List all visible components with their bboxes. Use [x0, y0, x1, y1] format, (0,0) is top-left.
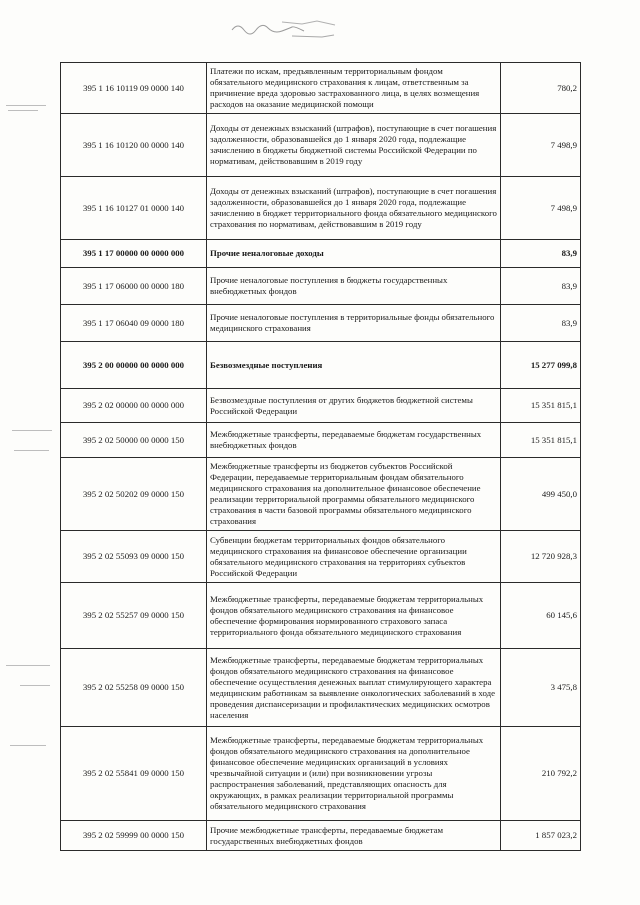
scan-mark	[10, 745, 46, 746]
table-row	[61, 305, 581, 342]
row-code: 395 1 16 10119 09 0000 140	[61, 63, 207, 114]
scan-mark	[8, 110, 38, 111]
scan-mark	[6, 105, 46, 106]
scan-mark	[14, 450, 49, 451]
table-row	[61, 531, 581, 583]
row-code: 395 2 02 00000 00 0000 000	[61, 389, 207, 423]
row-code: 395 2 02 55258 09 0000 150	[61, 649, 207, 727]
row-name: Доходы от денежных взысканий (штрафов), поступающие в счет погашения задолженности, образовавшейся до 1 января 2020 года, подлежащие зачислению в бюджеты бюджетной системы Российской Федерации по нормативам, действовавшим в 2019 году	[207, 114, 501, 177]
row-name: Безвозмездные поступления от других бюджетов бюджетной системы Российской Федерации	[207, 389, 501, 423]
row-amount: 499 450,0	[501, 458, 581, 531]
row-code: 395 2 02 55093 09 0000 150	[61, 531, 207, 583]
table-row	[61, 821, 581, 851]
row-amount: 780,2	[501, 63, 581, 114]
table-row	[61, 342, 581, 389]
scan-mark	[12, 430, 52, 431]
row-code: 395 2 00 00000 00 0000 000	[61, 342, 207, 389]
row-amount: 15 351 815,1	[501, 389, 581, 423]
row-name: Безвозмездные поступления	[207, 342, 501, 389]
row-code: 395 1 17 06000 00 0000 180	[61, 268, 207, 305]
row-name: Межбюджетные трансферты, передаваемые бюджетам территориальных фондов обязательного медицинского страхования на финансовое обеспечение осуществления денежных выплат стимулирующего характера медицинским работникам за выявление онкологических заболеваний в ходе проведения диспансеризации и профилактических медицинских осмотров населения	[207, 649, 501, 727]
row-name: Прочие неналоговые поступления в территориальные фонды обязательного медицинского страхования	[207, 305, 501, 342]
table-row	[61, 727, 581, 821]
row-name: Межбюджетные трансферты, передаваемые бюджетам государственных внебюджетных фондов	[207, 423, 501, 458]
row-code: 395 2 02 50000 00 0000 150	[61, 423, 207, 458]
row-amount: 210 792,2	[501, 727, 581, 821]
row-amount: 83,9	[501, 268, 581, 305]
row-name: Доходы от денежных взысканий (штрафов), поступающие в счет погашения задолженности, образовавшейся до 1 января 2020 года, подлежащие зачислению в бюджет территориального фонда обязательного медицинского страхования по нормативам, действовавшим в 2019 году	[207, 177, 501, 240]
revenue-table	[60, 62, 581, 851]
table-row	[61, 423, 581, 458]
row-code: 395 2 02 55257 09 0000 150	[61, 583, 207, 649]
row-amount: 15 351 815,1	[501, 423, 581, 458]
table-row	[61, 177, 581, 240]
row-amount: 83,9	[501, 240, 581, 268]
row-name: Межбюджетные трансферты из бюджетов субъектов Российской Федерации, передаваемые территориальным фондам обязательного медицинского страхования на дополнительное финансовое обеспечение реализации территориальной программы обязательного медицинского страхования в части базовой программы обязательного медицинского страхования	[207, 458, 501, 531]
row-name: Прочие межбюджетные трансферты, передаваемые бюджетам государственных внебюджетных фондов	[207, 821, 501, 851]
table-row	[61, 240, 581, 268]
row-name: Платежи по искам, предъявленным территориальным фондом обязательного медицинского страхования к лицам, ответственным за причинение вреда здоровью застрахованного лица, в целях возмещения расходов на оказание медицинской помощи	[207, 63, 501, 114]
table-row	[61, 583, 581, 649]
row-name: Прочие неналоговые поступления в бюджеты государственных внебюджетных фондов	[207, 268, 501, 305]
row-code: 395 1 16 10120 00 0000 140	[61, 114, 207, 177]
revenue-table-body	[61, 63, 581, 851]
row-amount: 7 498,9	[501, 177, 581, 240]
row-name: Межбюджетные трансферты, передаваемые бюджетам территориальных фондов обязательного медицинского страхования на финансовое обеспечение формирования нормированного страхового запаса территориального фонда обязательного медицинского страхования	[207, 583, 501, 649]
row-name: Прочие неналоговые доходы	[207, 240, 501, 268]
table-row	[61, 114, 581, 177]
row-amount: 60 145,6	[501, 583, 581, 649]
row-code: 395 2 02 55841 09 0000 150	[61, 727, 207, 821]
row-name: Субвенции бюджетам территориальных фондов обязательного медицинского страхования на финансовое обеспечение организации обязательного медицинского страхования на территориях субъектов Российской Федерации	[207, 531, 501, 583]
table-row	[61, 63, 581, 114]
row-amount: 12 720 928,3	[501, 531, 581, 583]
row-amount: 1 857 023,2	[501, 821, 581, 851]
scan-mark	[20, 685, 50, 686]
row-code: 395 1 17 06040 09 0000 180	[61, 305, 207, 342]
row-amount: 3 475,8	[501, 649, 581, 727]
scan-mark	[6, 665, 50, 666]
table-row	[61, 389, 581, 423]
row-code: 395 2 02 59999 00 0000 150	[61, 821, 207, 851]
row-amount: 7 498,9	[501, 114, 581, 177]
row-code: 395 1 17 00000 00 0000 000	[61, 240, 207, 268]
row-name: Межбюджетные трансферты, передаваемые бюджетам территориальных фондов обязательного медицинского страхования на дополнительное финансовое обеспечение медицинских организаций в условиях чрезвычайной ситуации и (или) при возникновении угрозы распространения заболеваний, представляющих опасность для окружающих, в рамках реализации территориальной программы обязательного медицинского страхования	[207, 727, 501, 821]
table-row	[61, 268, 581, 305]
row-code: 395 1 16 10127 01 0000 140	[61, 177, 207, 240]
table-row	[61, 458, 581, 531]
header-scan-noise	[222, 16, 372, 44]
row-amount: 83,9	[501, 305, 581, 342]
table-row	[61, 649, 581, 727]
row-code: 395 2 02 50202 09 0000 150	[61, 458, 207, 531]
row-amount: 15 277 099,8	[501, 342, 581, 389]
